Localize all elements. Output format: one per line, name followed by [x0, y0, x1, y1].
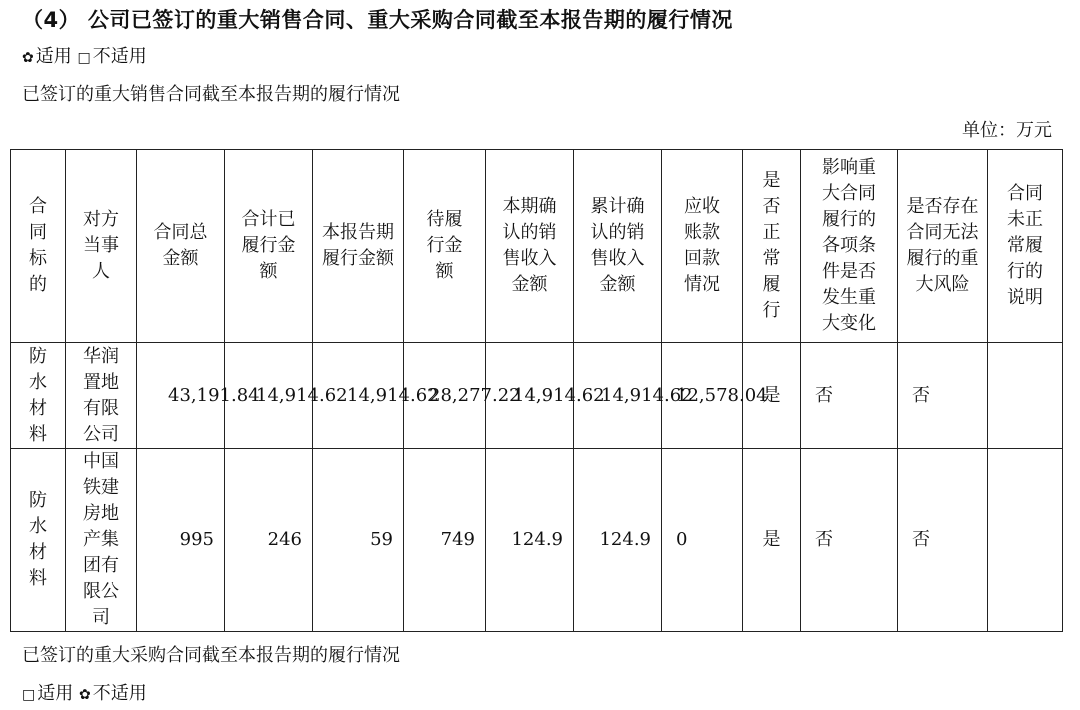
performed-amount: 14,914.62: [256, 384, 348, 406]
column-header: 本期确认的销售收入金额: [486, 150, 574, 343]
period-revenue: 14,914.62: [513, 384, 605, 406]
contract-subject: 防水材料: [29, 345, 47, 445]
selected-option-icon: ✿: [78, 687, 91, 703]
receivable-status: 12,578.04: [676, 384, 768, 406]
total-amount: 43,191.84: [168, 384, 260, 406]
column-header: 是否正常履行: [743, 150, 801, 343]
contract-subject: 防水材料: [29, 490, 47, 589]
period-performed-amount: 14,914.62: [347, 384, 439, 406]
column-header: 合同未正常履行的说明: [988, 150, 1063, 343]
section-heading: （4） 公司已签订的重大销售合同、重大采购合同截至本报告期的履行情况: [22, 8, 733, 32]
applicable-label: 适用: [35, 46, 72, 67]
cumulative-revenue: 124.9: [574, 449, 662, 632]
column-header: 合计已履行金额: [225, 150, 313, 343]
counterparty: 华润置地有限公司: [83, 345, 119, 445]
column-header: 是否存在合同无法履行的重大风险: [898, 150, 988, 343]
risk-exists: 否: [898, 343, 988, 449]
unit-label: 单位：万元: [962, 120, 1052, 141]
applicable-label: 适用: [37, 683, 74, 704]
column-header: 对方当事人: [66, 150, 137, 343]
pending-amount: 749: [404, 449, 486, 632]
column-header: 合同总金额: [137, 150, 225, 343]
table-header-row: [11, 150, 1063, 343]
conditions-changed: 否: [801, 343, 898, 449]
unselected-option-icon: □: [77, 50, 91, 66]
column-header: 累计确认的销售收入金额: [574, 150, 662, 343]
column-header: 合同标的: [11, 150, 66, 343]
column-header: 影响重大合同履行的各项条件是否发生重大变化: [801, 150, 898, 343]
column-header: 本报告期履行金额: [313, 150, 404, 343]
column-header: 待履行金额: [404, 150, 486, 343]
not-applicable-label: 不适用: [92, 683, 147, 704]
risk-exists: 否: [898, 449, 988, 632]
column-header: 应收账款回款情况: [662, 150, 743, 343]
table-row: [11, 449, 1063, 632]
pending-amount: 28,277.22: [429, 384, 521, 406]
period-performed-amount: 59: [313, 449, 404, 632]
purchase-applicability: [22, 679, 147, 705]
normal-performance: 是: [743, 449, 801, 632]
table-row: [11, 343, 1063, 449]
counterparty: 中国铁建房地产集团有限公司: [83, 451, 119, 628]
sales-applicability: [22, 42, 147, 68]
cumulative-revenue: 14,914.62: [601, 384, 693, 406]
total-amount: 995: [137, 449, 225, 632]
conditions-changed: 否: [801, 449, 898, 632]
receivable-status: 0: [662, 449, 743, 632]
abnormal-note: [988, 343, 1063, 449]
normal-performance: 是: [743, 343, 801, 449]
selected-option-icon: ✿: [22, 50, 34, 66]
performed-amount: 246: [225, 449, 313, 632]
purchase-subtitle: 已签订的重大采购合同截至本报告期的履行情况: [22, 645, 400, 666]
sales-contracts-table: [10, 149, 1063, 632]
unselected-option-icon: □: [22, 687, 36, 703]
period-revenue: 124.9: [486, 449, 574, 632]
abnormal-note: [988, 449, 1063, 632]
not-applicable-label: 不适用: [92, 46, 147, 67]
sales-subtitle: 已签订的重大销售合同截至本报告期的履行情况: [22, 84, 400, 105]
